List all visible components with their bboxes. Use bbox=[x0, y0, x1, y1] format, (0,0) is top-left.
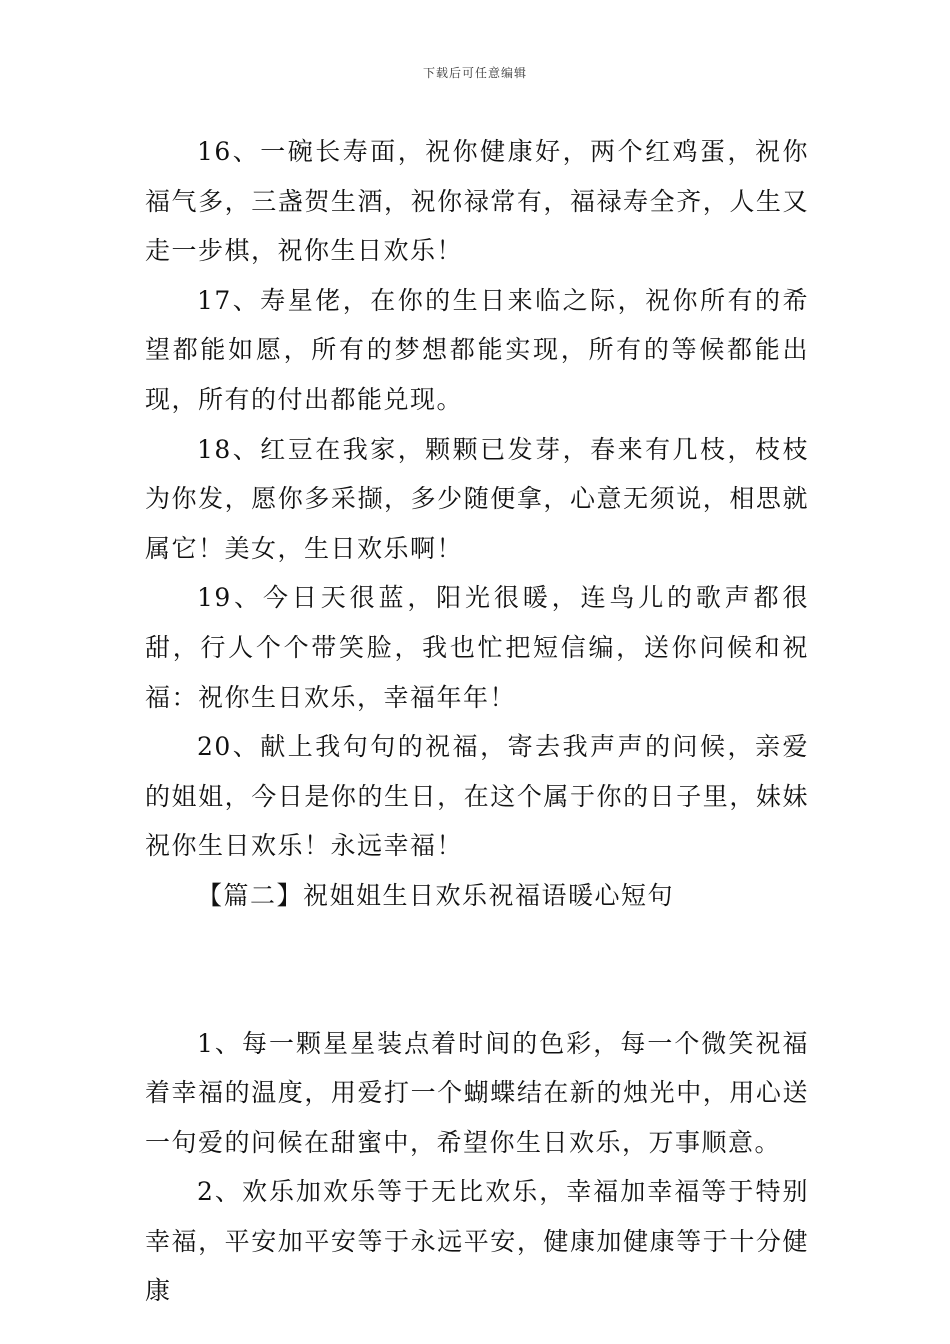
document-body bbox=[145, 127, 809, 1316]
paragraph-17: 17、寿星佬，在你的生日来临之际，祝你所有的希望都能如愿，所有的梦想都能实现，所有的等候都能出现，所有的付出都能兑现。 bbox=[145, 285, 809, 414]
paragraph-19: 19、今日天很蓝，阳光很暖，连鸟儿的歌声都很甜，行人个个带笑脸，我也忙把短信编，送你问候和祝福：祝你生日欢乐，幸福年年！ bbox=[145, 583, 809, 712]
paragraph-16: 16、一碗长寿面，祝你健康好，两个红鸡蛋，祝你福气多，三盏贺生酒，祝你禄常有，福禄寿全齐，人生又走一步棋，祝你生日欢乐！ bbox=[145, 137, 809, 266]
paragraph-2: 2、欢乐加欢乐等于无比欢乐，幸福加幸福等于特别幸福，平安加平安等于永远平安，健康加健康等于十分健康 bbox=[145, 1177, 809, 1306]
page-header-note: 下载后可任意编辑 bbox=[422, 66, 527, 80]
paragraph-1: 1、每一颗星星装点着时间的色彩，每一个微笑祝福着幸福的温度，用爱打一个蝴蝶结在新的烛光中，用心送一句爱的问候在甜蜜中，希望你生日欢乐，万事顺意。 bbox=[145, 1028, 809, 1157]
section-spacer bbox=[145, 921, 809, 1019]
paragraph-18: 18、红豆在我家，颗颗已发芽，春来有几枝，枝枝为你发，愿你多采撷，多少随便拿，心意无须说，相思就属它！美女，生日欢乐啊！ bbox=[145, 434, 809, 563]
section-heading: 【篇二】祝姐姐生日欢乐祝福语暖心短句 bbox=[197, 880, 675, 910]
paragraph-20: 20、献上我句句的祝福，寄去我声声的问候，亲爱的姐姐，今日是你的生日，在这个属于你的日子里，妹妹祝你生日欢乐！永远幸福！ bbox=[145, 732, 809, 861]
